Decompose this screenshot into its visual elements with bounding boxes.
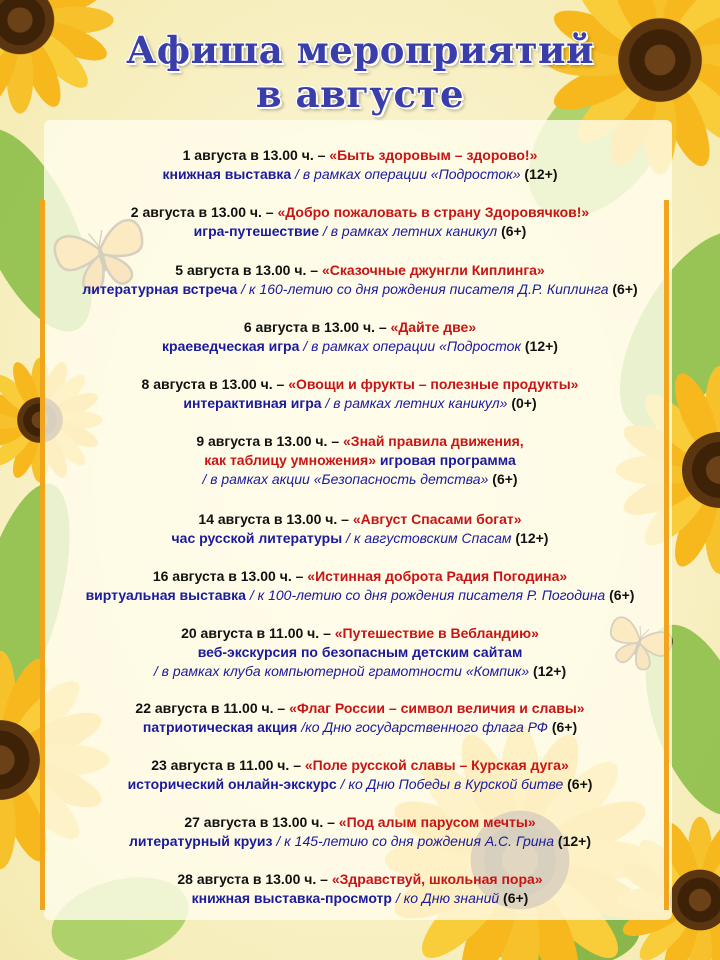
event-item [0, 261, 720, 318]
event-title: «Быть здоровым – здорово!» [329, 147, 538, 163]
event-type: веб-экскурсия по безопасным детским сайтам [197, 644, 523, 660]
age-rating: (12+) [557, 833, 591, 849]
title-line-1: Афиша мероприятий [126, 28, 594, 72]
age-rating: (0+) [511, 395, 537, 411]
event-item [0, 146, 720, 203]
event-note: / в рамках клуба компьютерной грамотности «Компик» [153, 663, 534, 679]
event-date: 22 августа в 11.00 ч. – [135, 700, 290, 716]
event-title-continued: как таблицу умножения» [204, 452, 376, 468]
event-type: краеведческая игра [162, 338, 300, 354]
event-type: книжная выставка-просмотр [191, 890, 392, 906]
event-title: «Под алым парусом мечты» [338, 814, 536, 830]
event-title: «Добро пожаловать в страну Здоровячков!» [277, 204, 590, 220]
event-title: «Истинная доброта Радия Погодина» [307, 568, 568, 584]
event-title: «Знай правила движения, [343, 433, 524, 449]
event-note: /ко Дню государственного флага РФ [297, 719, 552, 735]
event-item [0, 624, 720, 699]
age-rating: (12+) [524, 338, 558, 354]
age-rating: (6+) [612, 281, 638, 297]
event-type: игра-путешествие [193, 223, 320, 239]
event-date: 16 августа в 13.00 ч. – [152, 568, 308, 584]
event-date: 27 августа в 13.00 ч. – [184, 814, 339, 830]
event-date: 1 августа в 13.00 ч. – [182, 147, 330, 163]
event-date: 8 августа в 13.00 ч. – [141, 376, 289, 392]
event-date: 6 августа в 13.00 ч. – [243, 319, 391, 335]
age-rating: (6+) [492, 471, 518, 487]
event-type: интерактивная игра [183, 395, 322, 411]
event-note: / к 160-летию со дня рождения писателя Д.Р. Киплинга [237, 281, 613, 297]
event-type: литературная встреча [82, 281, 238, 297]
event-item [0, 567, 720, 624]
event-item [0, 318, 720, 375]
event-type: литературный круиз [129, 833, 273, 849]
event-type: исторический онлайн-экскурс [127, 776, 337, 792]
event-note: / в рамках летних каникул [319, 223, 502, 239]
event-date: 23 августа в 11.00 ч. – [151, 757, 305, 773]
age-rating: (6+) [503, 890, 529, 906]
event-type: игровая программа [376, 452, 516, 468]
event-title: «Овощи и фрукты – полезные продукты» [288, 376, 579, 392]
event-title: «Дайте две» [390, 319, 477, 335]
event-note: / к 145-летию со дня рождения А.С. Грина [272, 833, 558, 849]
event-item [0, 870, 720, 927]
event-item [0, 756, 720, 813]
event-type: виртуальная выставка [85, 587, 246, 603]
event-title: «Август Спасами богат» [352, 511, 522, 527]
event-note: / к 100-летию со дня рождения писателя Р. Погодина [245, 587, 610, 603]
age-rating: (12+) [524, 166, 558, 182]
event-title: «Поле русской славы – Курская дуга» [304, 757, 569, 773]
age-rating: (6+) [609, 587, 635, 603]
event-item [0, 813, 720, 870]
age-rating: (12+) [515, 530, 549, 546]
event-title: «Сказочные джунгли Киплинга» [321, 262, 545, 278]
age-rating: (6+) [551, 719, 578, 735]
title-line-2: в августе [255, 72, 465, 116]
event-note: / ко Дню Победы в Курской битве [336, 776, 568, 792]
event-note: / в рамках акции «Безопасность детства» [202, 471, 493, 487]
event-item [0, 203, 720, 261]
event-date: 5 августа в 13.00 ч. – [175, 262, 322, 278]
event-date: 28 августа в 13.00 ч. – [177, 871, 332, 887]
event-type: книжная выставка [162, 166, 292, 182]
page-title [0, 28, 720, 116]
event-note: / в рамках операции «Подросток» [291, 166, 525, 182]
event-note: / к августовским Спасам [342, 530, 516, 546]
event-item [0, 699, 720, 756]
event-title: «Здравствуй, школьная пора» [331, 871, 543, 887]
event-type: патриотическая акция [142, 719, 298, 735]
event-item [0, 510, 720, 567]
event-date: 2 августа в 13.00 ч. – [130, 204, 278, 220]
event-title: «Флаг России – символ величия и славы» [289, 700, 585, 716]
event-note: / в рамках летних каникул» [321, 395, 512, 411]
event-title: «Путешествие в Веблaндию» [334, 625, 539, 641]
event-date: 14 августа в 13.00 ч. – [198, 511, 353, 527]
event-date: 20 августа в 11.00 ч. – [181, 625, 335, 641]
event-item [0, 432, 720, 510]
event-item [0, 375, 720, 432]
age-rating: (6+) [567, 776, 593, 792]
event-date: 9 августа в 13.00 ч. – [196, 433, 344, 449]
age-rating: (12+) [533, 663, 567, 679]
age-rating: (6+) [501, 223, 527, 239]
event-note: / ко Дню знаний [391, 890, 504, 906]
event-type: час русской литературы [171, 530, 343, 546]
event-note: / в рамках операции «Подросток [299, 338, 525, 354]
events-list [0, 146, 720, 927]
